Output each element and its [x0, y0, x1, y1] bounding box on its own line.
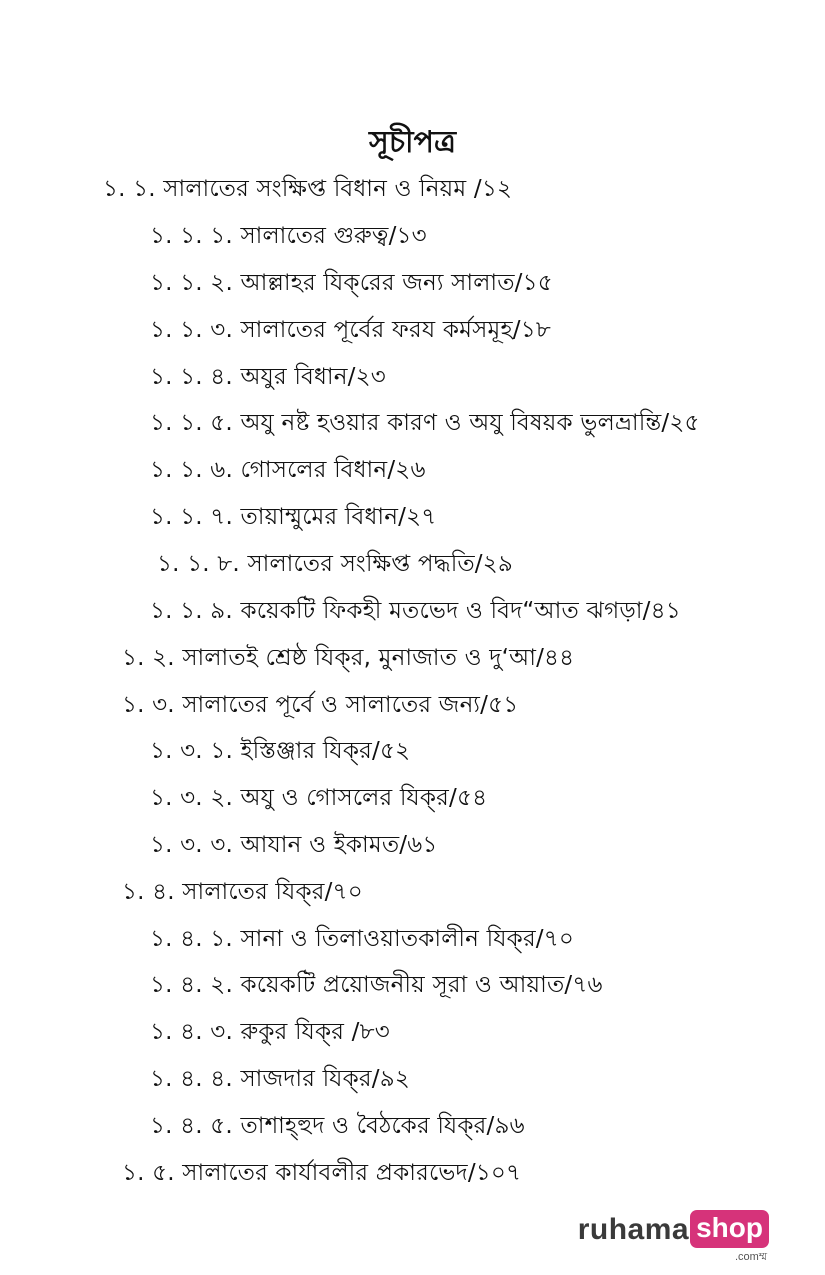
toc-entry: ১. ১. ৫. অযু নষ্ট হওয়ার কারণ ও অযু বিষয়ক ভুলভ্রান্তি/২৫: [150, 410, 700, 436]
toc-entry: ১. ১. ৬. গোসলের বিধান/২৬: [150, 457, 426, 483]
toc-entry: ১. ১. ৪. অযুর বিধান/২৩: [150, 364, 386, 390]
page-title: সূচীপত্র: [369, 125, 456, 160]
toc-entry: ১. ৪. সালাতের যিক্‌র/৭০: [122, 879, 363, 905]
toc-entry: ১. ৫. সালাতের কার্যাবলীর প্রকারভেদ/১০৭: [122, 1160, 522, 1186]
toc-entry: ১. ৩. ২. অযু ও গোসলের যিক্‌র/৫৪: [150, 785, 488, 811]
toc-entry: ১. ৩. সালাতের পূর্বে ও সালাতের জন্য/৫১: [122, 692, 519, 718]
ruhamashop-logo: [577, 1210, 769, 1263]
toc-entry: ১. ১. ৯. কয়েকটি ফিকহী মতভেদ ও বিদ“আত ঝগড়া/৪১: [150, 598, 681, 624]
logo-domain: .comম্ম: [734, 1251, 767, 1263]
logo-shop-box: shop: [690, 1210, 769, 1248]
toc-entry: ১. ১. ২. আল্লাহর যিক্‌রের জন্য সালাত/১৫: [150, 270, 553, 296]
toc-entry: ১. ৪. ৪. সাজদার যিক্‌র/৯২: [150, 1066, 410, 1092]
toc-entry: ১. ২. সালাতই শ্রেষ্ঠ যিক্‌র, মুনাজাত ও দু‘আ/৪৪: [122, 645, 575, 671]
toc-entry: ১. ৪. ১. সানা ও তিলাওয়াতকালীন যিক্‌র/৭০: [150, 926, 575, 952]
toc-entry: ১. ১. ৮. সালাতের সংক্ষিপ্ত পদ্ধতি/২৯: [157, 551, 514, 577]
toc-entry: ১. ১. ৭. তায়াম্মুমের বিধান/২৭: [150, 504, 437, 530]
toc-entry: ১. ৩. ৩. আযান ও ইকামত/৬১: [150, 832, 438, 858]
logo-wordmark: ruhama: [577, 1213, 690, 1246]
toc-entry: ১. ৪. ২. কয়েকটি প্রয়োজনীয় সূরা ও আয়াত/৭৬: [150, 972, 603, 998]
toc-entry: ১. ১. ৩. সালাতের পূর্বের ফরয কর্মসমূহ/১৮: [150, 317, 551, 343]
toc-entry: ১. ১. সালাতের সংক্ষিপ্ত বিধান ও নিয়ম /১২: [103, 176, 513, 202]
toc-entry: ১. ৪. ৩. রুকুর যিক্‌র /৮৩: [150, 1019, 390, 1045]
toc-entry: ১. ১. ১. সালাতের গুরুত্ব/১৩: [150, 223, 427, 249]
toc-entry: ১. ৪. ৫. তাশাহ্‌হুদ ও বৈঠকের যিক্‌র/৯৬: [150, 1113, 525, 1139]
toc-entry: ১. ৩. ১. ইস্তিঞ্জার যিক্‌র/৫২: [150, 738, 411, 764]
